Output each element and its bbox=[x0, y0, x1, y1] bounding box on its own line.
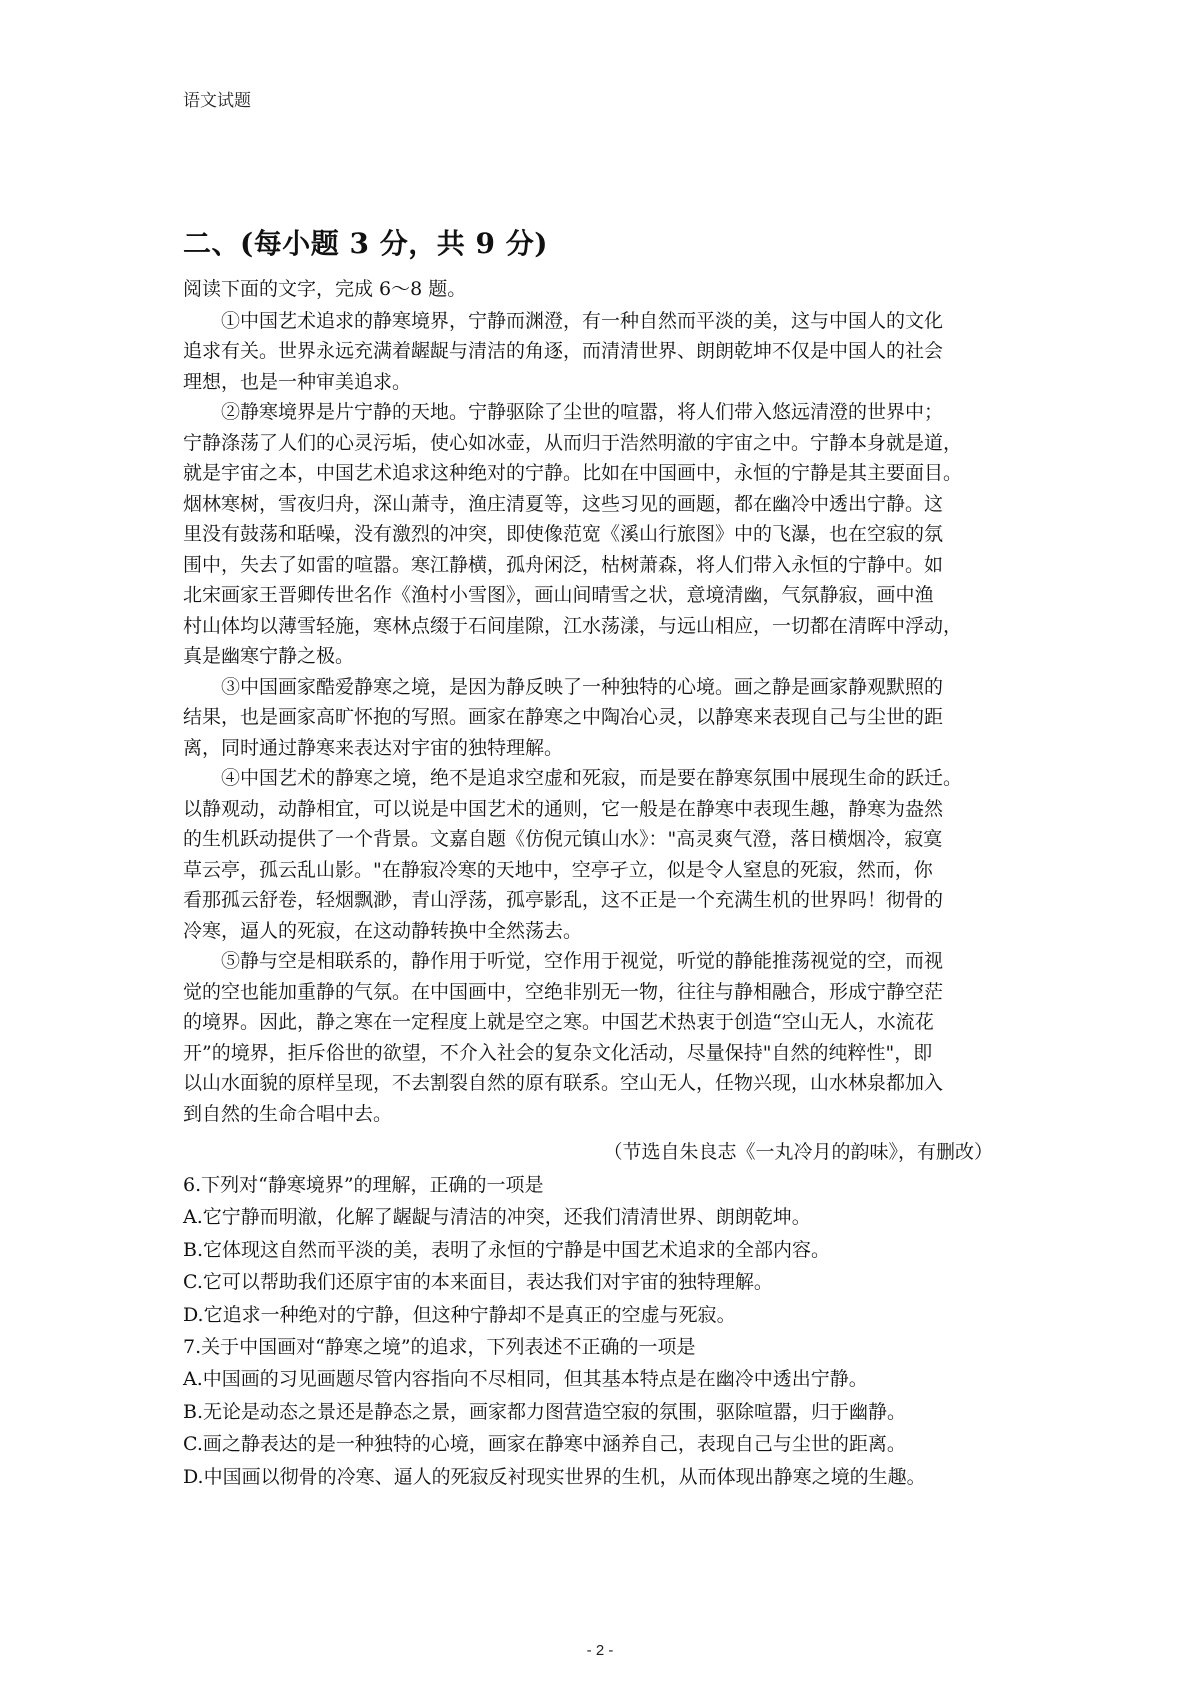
passage-line: 追求有关。世界永远充满着龌龊与清洁的角逐，而清清世界、朗朗乾坤不仅是中国人的社会 bbox=[183, 340, 944, 362]
question-stem: 6.下列对“静寒境界”的理解，正确的一项是 bbox=[183, 1174, 544, 1196]
passage-line: ⑤静与空是相联系的，静作用于听觉，空作用于视觉，听觉的静能推荡视觉的空，而视 bbox=[221, 950, 944, 972]
passage-line: 冷寒，逼人的死寂，在这动静转换中全然荡去。 bbox=[183, 919, 583, 942]
passage-line: 的境界。因此，静之寒在一定程度上就是空之寒。中国艺术热衷于创造“空山无人，水流花 bbox=[183, 1011, 934, 1033]
passage-line: 结果，也是画家高旷怀抱的写照。画家在静寒之中陶冶心灵，以静寒来表现自己与尘世的距 bbox=[183, 706, 944, 728]
question-6 bbox=[183, 1169, 1023, 1331]
answer-option-c: C.它可以帮助我们还原宇宙的本来面目，表达我们对宇宙的独特理解。 bbox=[183, 1271, 773, 1293]
passage-line: 里没有鼓荡和聒噪，没有激烈的冲突，即使像范宽《溪山行旅图》中的飞瀑，也在空寂的氛 bbox=[183, 523, 944, 545]
passage-paragraph-1 bbox=[183, 306, 1023, 398]
passage-line: 以山水面貌的原样呈现，不去割裂自然的原有联系。空山无人，任物兴现，山水林泉都加入 bbox=[183, 1072, 944, 1094]
answer-option-b: B.它体现这自然而平淡的美，表明了永恒的宁静是中国艺术追求的全部内容。 bbox=[183, 1238, 831, 1261]
answer-option-b: B.无论是动态之景还是静态之景，画家都力图营造空寂的氛围，驱除喧嚣，归于幽静。 bbox=[183, 1400, 907, 1423]
passage-line: 宁静涤荡了人们的心灵污垢，使心如冰壶，从而归于浩然明澈的宇宙之中。宁静本身就是道， bbox=[183, 431, 963, 454]
page-content bbox=[183, 222, 1023, 1493]
passage-line: 烟林寒树，雪夜归舟，深山萧寺，渔庄清夏等，这些习见的画题，都在幽冷中透出宁静。这 bbox=[183, 492, 944, 515]
answer-option-d: D.中国画以彻骨的冷寒、逼人的死寂反衬现实世界的生机，从而体现出静寒之境的生趣。 bbox=[183, 1465, 926, 1488]
passage-line: 离，同时通过静寒来表达对宇宙的独特理解。 bbox=[183, 736, 564, 759]
reading-instruction: 阅读下面的文字，完成 6～8 题。 bbox=[183, 278, 467, 300]
passage-line: 村山体均以薄雪轻施，寒林点缀于石间崖隙，江水荡漾，与远山相应，一切都在清晖中浮动， bbox=[183, 614, 963, 637]
passage-line: 草云亭，孤云乱山影。"在静寂冷寒的天地中，空亭孑立，似是令人窒息的死寂，然而，你 bbox=[183, 858, 933, 881]
passage-paragraph-3 bbox=[183, 672, 1023, 764]
reading-passage bbox=[183, 306, 1023, 1170]
passage-line: 围中，失去了如雷的喧嚣。寒江静横，孤舟闲泛，枯树萧森，将人们带入永恒的宁静中。如 bbox=[183, 553, 944, 576]
answer-option-d: D.它追求一种绝对的宁静，但这种宁静却不是真正的空虚与死寂。 bbox=[183, 1303, 736, 1326]
passage-paragraph-5 bbox=[183, 946, 1023, 1129]
passage-line: 以静观动，动静相宜，可以说是中国艺术的通则，它一般是在静寒中表现生趣，静寒为盎然 bbox=[183, 797, 944, 820]
running-header: 语文试题 bbox=[183, 91, 251, 111]
passage-line: ②静寒境界是片宁静的天地。宁静驱除了尘世的喧嚣，将人们带入悠远清澄的世界中； bbox=[221, 401, 944, 423]
passage-line: 北宋画家王晋卿传世名作《渔村小雪图》，画山间晴雪之状，意境清幽，气氛静寂，画中渔 bbox=[183, 584, 934, 606]
passage-line: 到自然的生命合唱中去。 bbox=[183, 1102, 393, 1125]
passage-line: 真是幽寒宁静之极。 bbox=[183, 645, 355, 667]
answer-option-a: A.中国画的习见画题尽管内容指向不尽相同，但其基本特点是在幽冷中透出宁静。 bbox=[183, 1368, 868, 1390]
passage-line: 就是宇宙之本，中国艺术追求这种绝对的宁静。比如在中国画中，永恒的宁静是其主要面目。 bbox=[183, 462, 963, 484]
answer-option-a: A.它宁静而明澈，化解了龌龊与清洁的冲突，还我们清清世界、朗朗乾坤。 bbox=[183, 1206, 811, 1228]
passage-source: （节选自朱良志《一丸冷月的韵味》，有删改） bbox=[603, 1141, 993, 1163]
section-title: 二、(每小题 3 分，共 9 分) bbox=[183, 227, 548, 260]
passage-paragraph-2 bbox=[183, 397, 1023, 672]
page-number: - 2 - bbox=[586, 1642, 614, 1659]
passage-line: ④中国艺术的静寒之境，绝不是追求空虚和死寂，而是要在静寒氛围中展现生命的跃迁。 bbox=[221, 767, 963, 789]
question-stem: 7.关于中国画对“静寒之境”的追求，下列表述不正确的一项是 bbox=[183, 1336, 696, 1358]
answer-option-c: C.画之静表达的是一种独特的心境，画家在静寒中涵养自己，表现自己与尘世的距离。 bbox=[183, 1433, 906, 1455]
passage-line: ①中国艺术追求的静寒境界，宁静而渊澄，有一种自然而平淡的美，这与中国人的文化 bbox=[221, 309, 944, 332]
passage-line: 觉的空也能加重静的气氛。在中国画中，空绝非别无一物，往往与静相融合，形成宁静空茫 bbox=[183, 980, 944, 1003]
passage-line: ③中国画家酷爱静寒之境，是因为静反映了一种独特的心境。画之静是画家静观默照的 bbox=[221, 675, 944, 698]
passage-line: 理想，也是一种审美追求。 bbox=[183, 370, 412, 393]
passage-line: 的生机跃动提供了一个背景。文嘉自题《仿倪元镇山水》："高灵爽气澄，落日横烟冷，寂寞 bbox=[183, 828, 943, 850]
passage-line: 开”的境界，拒斥俗世的欲望，不介入社会的复杂文化活动，尽量保持"自然的纯粹性"，即 bbox=[183, 1041, 933, 1064]
passage-paragraph-4 bbox=[183, 763, 1023, 946]
question-7 bbox=[183, 1331, 1023, 1493]
passage-line: 看那孤云舒卷，轻烟飘渺，青山浮荡，孤亭影乱，这不正是一个充满生机的世界吗！彻骨的 bbox=[183, 889, 944, 911]
